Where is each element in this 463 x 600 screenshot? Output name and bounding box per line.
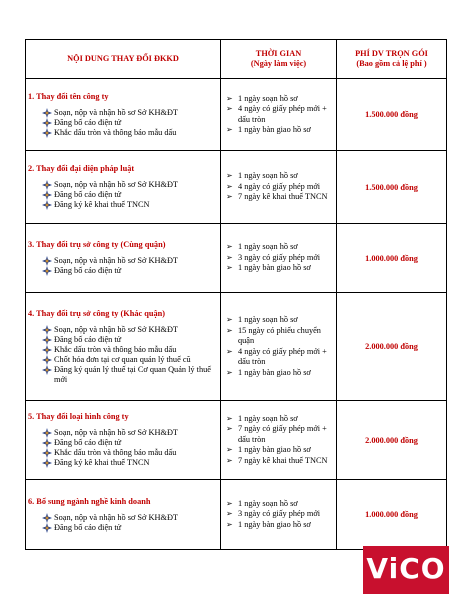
time-text: 1 ngày bàn giao hồ sơ	[238, 445, 311, 455]
time-list	[221, 171, 336, 203]
time-text: 1 ngày bàn giao hồ sơ	[238, 125, 311, 134]
time-item	[226, 253, 334, 264]
arrow-bullet-icon: ➢	[226, 325, 233, 335]
table-row	[26, 480, 447, 550]
task-list	[26, 325, 220, 385]
arrow-bullet-icon: ➢	[226, 509, 233, 519]
content-cell	[26, 151, 221, 224]
time-text: 1 ngày soạn hồ sơ	[238, 315, 298, 324]
task-text: Soạn, nộp và nhận hồ sơ Sở KH&ĐT	[54, 324, 179, 334]
task-text: Khắc dấu tròn và thông báo mẫu dấu	[54, 344, 177, 354]
task-item	[42, 190, 220, 200]
task-list	[26, 256, 220, 276]
arrow-bullet-icon: ➢	[226, 242, 233, 252]
task-item	[42, 345, 220, 355]
task-text: Khắc dấu tròn và thông báo mẫu dấu	[54, 127, 177, 137]
arrow-bullet-icon: ➢	[226, 315, 233, 324]
task-item	[42, 266, 220, 276]
price-value: 2.000.000 đồng	[365, 342, 418, 351]
header-fee	[337, 40, 447, 79]
arrow-bullet-icon: ➢	[226, 125, 233, 134]
time-item	[226, 456, 334, 467]
price-cell	[337, 480, 447, 550]
section-title: 1. Thay đổi tên công ty	[28, 91, 109, 101]
task-text: Soạn, nộp và nhận hồ sơ Sở KH&ĐT	[54, 107, 179, 117]
task-item	[42, 523, 220, 533]
task-text: Khắc dấu tròn và thông báo mẫu dấu	[54, 448, 177, 457]
task-text: Soạn, nộp và nhận hồ sơ Sở KH&ĐT	[54, 180, 179, 189]
time-item	[226, 192, 334, 203]
price-value: 1.500.000 đồng	[365, 110, 418, 119]
time-item	[226, 263, 334, 274]
task-text: Soạn, nộp và nhận hồ sơ Sở KH&ĐT	[54, 428, 179, 437]
header-fee-sublabel: (Bao gồm cả lệ phí )	[356, 59, 427, 68]
table-body	[26, 79, 447, 550]
time-text: 1 ngày bàn giao hồ sơ	[238, 367, 311, 377]
task-item	[42, 335, 220, 345]
task-text: Soạn, nộp và nhận hồ sơ Sở KH&ĐT	[54, 256, 179, 265]
time-item	[226, 414, 334, 425]
time-text: 1 ngày soạn hồ sơ	[238, 242, 298, 252]
time-item	[226, 499, 334, 510]
arrow-bullet-icon: ➢	[226, 252, 233, 262]
time-text: 7 ngày có giấy phép mới + dấu tròn	[238, 424, 327, 444]
table-row	[26, 79, 447, 151]
section-title: 6. Bổ sung ngành nghề kinh doanh	[28, 496, 151, 506]
time-item	[226, 347, 334, 368]
header-content-label: NỘI DUNG THAY ĐỔI ĐKKD	[67, 54, 179, 63]
price-cell	[337, 224, 447, 293]
task-item	[42, 438, 220, 448]
price-value: 1.000.000 đồng	[365, 253, 418, 263]
time-text: 1 ngày soạn hồ sơ	[238, 498, 298, 508]
time-item	[226, 424, 334, 445]
task-item	[42, 200, 220, 210]
price-cell	[337, 151, 447, 224]
task-item	[42, 355, 220, 365]
time-text: 4 ngày có giấy phép mới + dấu tròn	[238, 346, 327, 366]
task-text: Soạn, nộp và nhận hồ sơ Sở KH&ĐT	[54, 512, 179, 522]
time-item	[226, 171, 334, 182]
arrow-bullet-icon: ➢	[226, 519, 233, 529]
table-row	[26, 293, 447, 401]
section-title: 4. Thay đổi trụ sở công ty (Khác quận)	[28, 308, 165, 318]
task-item	[42, 458, 220, 468]
arrow-bullet-icon: ➢	[226, 498, 233, 508]
time-item	[226, 104, 334, 125]
time-text: 4 ngày có giấy phép mới	[238, 181, 321, 191]
section-title: 2. Thay đổi đại diện pháp luật	[28, 164, 135, 173]
time-text: 1 ngày bàn giao hồ sơ	[238, 263, 311, 273]
header-fee-label: PHÍ DV TRỌN GÓI	[355, 49, 428, 58]
task-item	[42, 108, 220, 118]
time-text: 3 ngày có giấy phép mới	[238, 252, 321, 262]
task-item	[42, 180, 220, 190]
time-list	[221, 315, 336, 378]
time-cell	[221, 293, 337, 401]
arrow-bullet-icon: ➢	[226, 192, 233, 202]
task-item	[42, 513, 220, 523]
time-text: 4 ngày có giấy phép mới + dấu tròn	[238, 104, 327, 124]
arrow-bullet-icon: ➢	[226, 413, 233, 423]
price-value: 2.000.000 đồng	[365, 435, 418, 445]
arrow-bullet-icon: ➢	[226, 424, 233, 434]
price-cell	[337, 401, 447, 480]
task-list	[26, 108, 220, 138]
time-cell	[221, 480, 337, 550]
time-list	[221, 499, 336, 531]
task-text: Đăng ký kê khai thuế TNCN	[54, 458, 150, 467]
arrow-bullet-icon: ➢	[226, 455, 233, 465]
time-list	[221, 94, 336, 136]
arrow-bullet-icon: ➢	[226, 367, 233, 377]
time-item	[226, 242, 334, 253]
task-text: Đăng bố cáo điện tử	[54, 334, 122, 344]
task-item	[42, 256, 220, 266]
arrow-bullet-icon: ➢	[226, 104, 233, 113]
arrow-bullet-icon: ➢	[226, 445, 233, 455]
task-text: Đăng bố cáo điện tử	[54, 117, 122, 127]
header-content	[26, 40, 221, 79]
task-list	[26, 513, 220, 533]
time-text: 1 ngày soạn hồ sơ	[238, 93, 298, 103]
content-cell	[26, 480, 221, 550]
task-text: Đăng bố cáo điện tử	[54, 438, 122, 447]
time-item	[226, 315, 334, 326]
time-item	[226, 368, 334, 379]
header-time-sublabel: (Ngày làm việc)	[250, 59, 307, 68]
task-list	[26, 180, 220, 210]
time-item	[226, 125, 334, 136]
vico-logo	[363, 546, 449, 594]
task-text: Đăng bố cáo điện tử	[54, 190, 122, 199]
price-cell	[337, 293, 447, 401]
task-text: Đăng ký kê khai thuế TNCN	[54, 200, 150, 209]
task-text: Đăng ký quản lý thuế tại Cơ quan Quản lý thuế mới	[54, 364, 211, 384]
time-cell	[221, 151, 337, 224]
time-text: 7 ngày kê khai thuế TNCN	[238, 192, 328, 202]
time-list	[221, 242, 336, 274]
logo-text: ViCO	[366, 552, 446, 585]
task-list	[26, 428, 220, 468]
table-header-row	[26, 40, 447, 79]
time-item	[226, 182, 334, 193]
time-text: 1 ngày bàn giao hồ sơ	[238, 519, 311, 529]
pricing-table	[25, 39, 447, 550]
time-text: 7 ngày kê khai thuế TNCN	[238, 455, 328, 465]
task-text: Đăng bố cáo điện tử	[54, 522, 122, 532]
price-value: 1.000.000 đồng	[365, 510, 418, 519]
task-item	[42, 365, 220, 385]
time-item	[226, 509, 334, 520]
time-text: 1 ngày soạn hồ sơ	[238, 413, 298, 423]
table-row	[26, 151, 447, 224]
price-cell	[337, 79, 447, 151]
header-time-label: THỜI GIAN	[255, 49, 302, 58]
time-list	[221, 414, 336, 467]
arrow-bullet-icon: ➢	[226, 346, 233, 356]
table-row	[26, 401, 447, 480]
task-item	[42, 118, 220, 128]
content-cell	[26, 401, 221, 480]
time-text: 15 ngày có phiếu chuyển quận	[238, 325, 321, 345]
time-cell	[221, 224, 337, 293]
time-text: 3 ngày có giấy phép mới	[238, 509, 321, 519]
time-cell	[221, 401, 337, 480]
table-row	[26, 224, 447, 293]
time-item	[226, 94, 334, 105]
price-value: 1.500.000 đồng	[365, 182, 418, 192]
task-item	[42, 128, 220, 138]
task-item	[42, 428, 220, 438]
header-time	[221, 40, 337, 79]
task-item	[42, 325, 220, 335]
arrow-bullet-icon: ➢	[226, 171, 233, 181]
arrow-bullet-icon: ➢	[226, 181, 233, 191]
time-item	[226, 326, 334, 347]
time-text: 1 ngày soạn hồ sơ	[238, 171, 298, 181]
content-cell	[26, 224, 221, 293]
task-text: Chốt hóa đơn tại cơ quan quản lý thuế cũ	[54, 354, 191, 364]
task-item	[42, 448, 220, 458]
content-cell	[26, 293, 221, 401]
arrow-bullet-icon: ➢	[226, 93, 233, 103]
time-item	[226, 445, 334, 456]
section-title: 5. Thay đổi loại hình công ty	[28, 412, 129, 421]
time-cell	[221, 79, 337, 151]
time-item	[226, 520, 334, 531]
section-title: 3. Thay đổi trụ sở công ty (Cùng quận)	[28, 240, 166, 249]
arrow-bullet-icon: ➢	[226, 263, 233, 273]
task-text: Đăng bố cáo điện tử	[54, 266, 122, 275]
content-cell	[26, 79, 221, 151]
